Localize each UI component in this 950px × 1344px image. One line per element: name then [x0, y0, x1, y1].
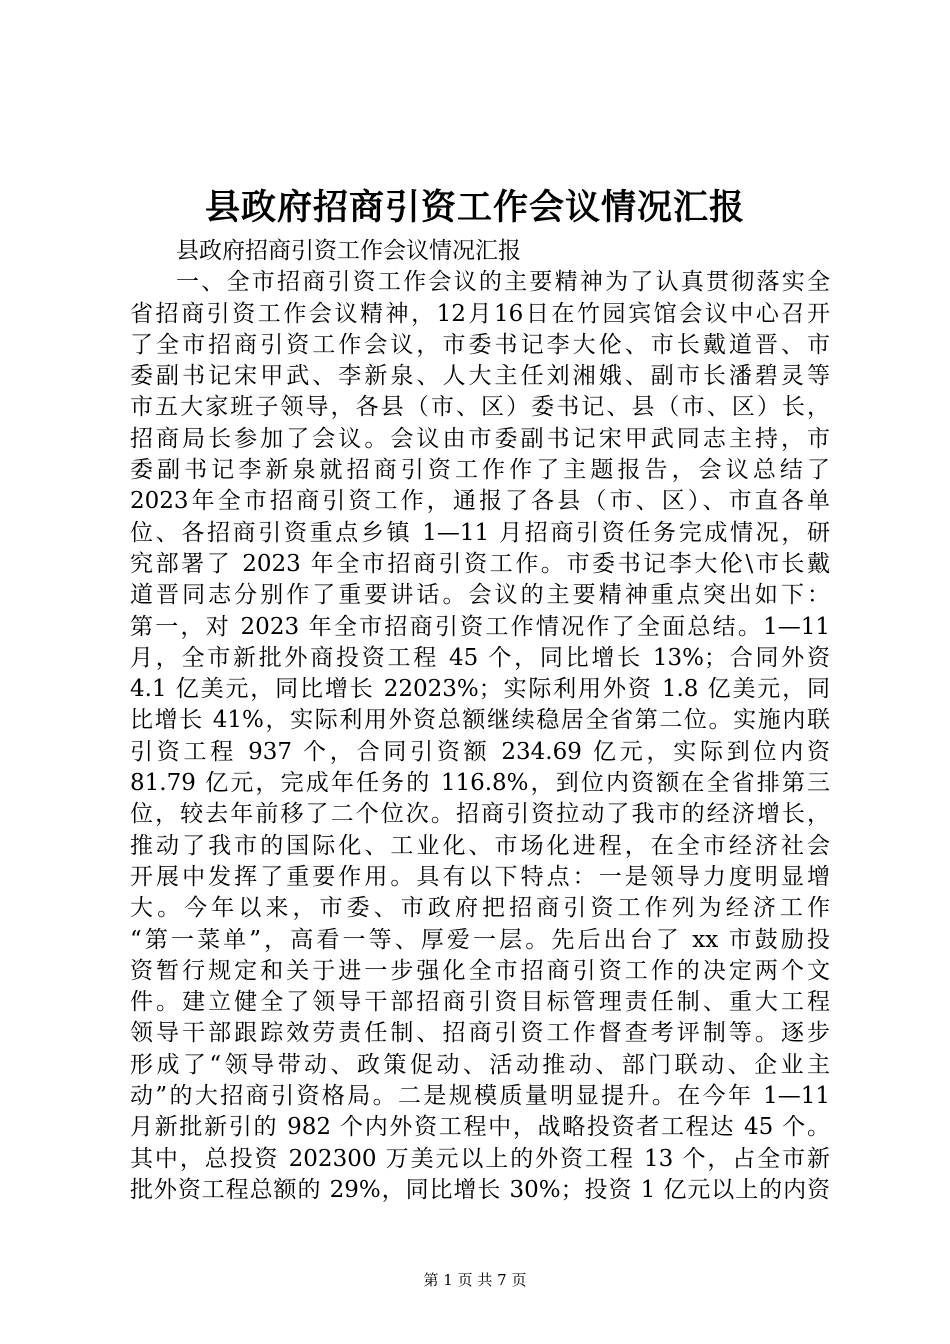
body-line: 月，全市新批外商投资工程 45 个，同比增长 13%；合同外资	[130, 644, 830, 671]
body-line: 大。今年以来，市委、市政府把招商引资工作列为经济工作	[130, 895, 830, 922]
body-line: 81.79 亿元，完成年任务的 116.8%，到位内资额在全省排第三	[130, 770, 830, 797]
body-line: 位，较去年前移了二个位次。招商引资拉动了我市的经济增长，	[130, 801, 830, 828]
body-line: 了全市招商引资工作会议，市委书记李大伦、市长戴道晋、市	[130, 331, 830, 358]
body-line: 其中，总投资 202300 万美元以上的外资工程 13 个，占全市新	[130, 1145, 830, 1172]
body-line: 位、各招商引资重点乡镇 1—11 月招商引资任务完成情况，研	[130, 519, 830, 546]
page-footer: 第 1 页 共 7 页	[423, 1271, 527, 1289]
body-line: 领导干部跟踪效劳责任制、招商引资工作督查考评制等。逐步	[130, 1020, 830, 1047]
body-line: 市五大家班子领导，各县（市、区）委书记、县（市、区）长，	[130, 394, 830, 421]
body-line: 动”的大招商引资格局。二是规模质量明显提升。在今年 1—11	[130, 1083, 830, 1110]
body-line: 2023年全市招商引资工作，通报了各县（市、区）、市直各单	[130, 488, 830, 515]
body-line: 比增长 41%，实际利用外资总额继续稳居全省第二位。实施内联	[130, 707, 830, 734]
body-line: 开展中发挥了重要作用。具有以下特点：一是领导力度明显增	[130, 863, 830, 890]
body-line: 推动了我市的国际化、工业化、市场化进程，在全市经济社会	[130, 832, 830, 859]
body-line: 引资工程 937 个，合同引资额 234.69 亿元，实际到位内资	[130, 738, 830, 765]
body-line: 究部署了 2023 年全市招商引资工作。市委书记李大伦\市长戴	[130, 550, 830, 577]
body-line: 月新批新引的 982 个内外资工程中，战略投资者工程达 45 个。	[130, 1114, 830, 1141]
subtitle-line: 县政府招商引资工作会议情况汇报	[176, 238, 521, 264]
body-line: 道晋同志分别作了重要讲话。会议的主要精神重点突出如下：	[130, 582, 830, 609]
body-line: 批外资工程总额的 29%，同比增长 30%；投资 1 亿元以上的内资	[130, 1176, 830, 1203]
body-line: 件。建立健全了领导干部招商引资目标管理责任制、重大工程	[130, 989, 830, 1016]
body-line: 第一，对 2023 年全市招商引资工作情况作了全面总结。1—11	[130, 613, 830, 640]
body-line: 一、全市招商引资工作会议的主要精神为了认真贯彻落实全	[176, 269, 830, 296]
body-line: 资暂行规定和关于进一步强化全市招商引资工作的决定两个文	[130, 957, 830, 984]
document-body	[130, 236, 830, 1206]
body-line: 省招商引资工作会议精神，12月16日在竹园宾馆会议中心召开	[130, 300, 830, 327]
body-line: 招商局长参加了会议。会议由市委副书记宋甲武同志主持，市	[130, 425, 830, 452]
body-line: 委副书记宋甲武、李新泉、人大主任刘湘娥、副市长潘碧灵等	[130, 363, 830, 390]
body-line: 形成了“领导带动、政策促动、活动推动、部门联动、企业主	[130, 1051, 830, 1078]
body-line: 4.1 亿美元，同比增长 22023%；实际利用外资 1.8 亿美元，同	[130, 676, 830, 703]
body-line: 委副书记李新泉就招商引资工作作了主题报告，会议总结了	[130, 457, 830, 484]
body-line: “第一菜单”，高看一等、厚爱一层。先后出台了 xx 市鼓励投	[130, 926, 830, 953]
document-title: 县政府招商引资工作会议情况汇报	[204, 187, 745, 228]
